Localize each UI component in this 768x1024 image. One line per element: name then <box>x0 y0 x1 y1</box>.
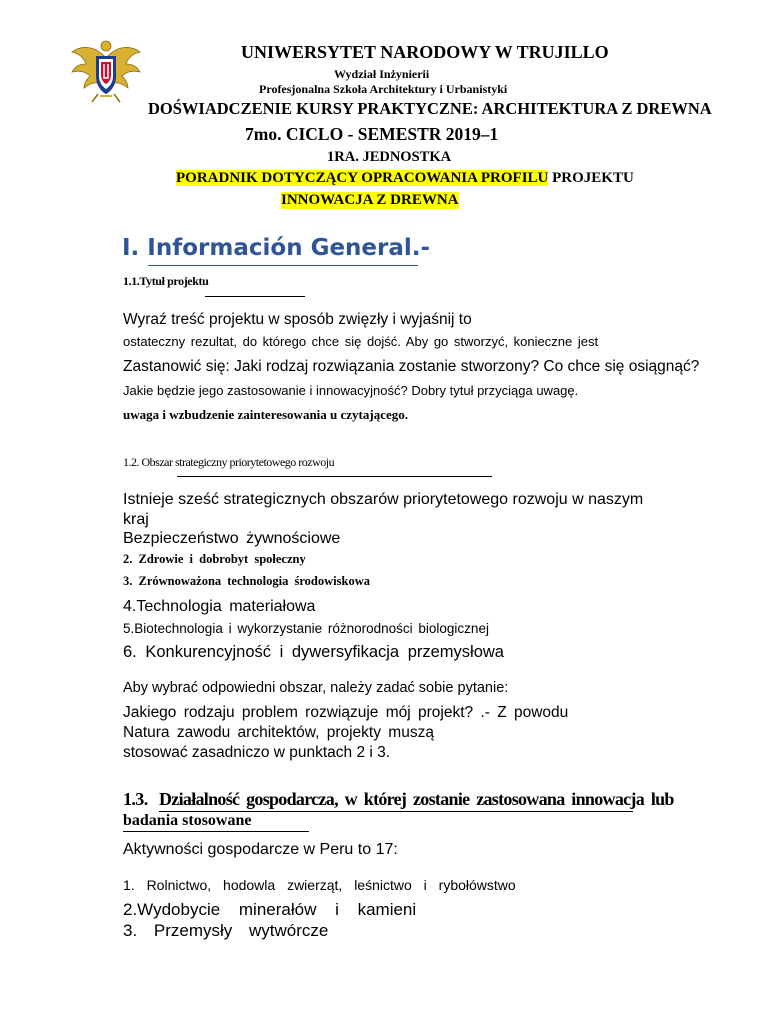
s12-answer-line1: Jakiego rodzaju problem rozwiązuje mój projekt? .- Z powodu <box>123 704 569 721</box>
priority-area-item: 4.Technologia materiałowa <box>123 598 316 615</box>
priority-area-item: Bezpieczeństwo żywnościowe <box>123 530 341 547</box>
university-name: UNIWERSYTET NARODOWY W TRUJILLO <box>241 42 609 62</box>
guide-title-highlighted: PORADNIK DOTYCZĄCY OPRACOWANIA PROFILU <box>176 170 549 186</box>
s11-line5: uwaga i wzbudzenie zainteresowania u czytającego. <box>123 407 409 422</box>
section-heading-underline <box>148 265 418 266</box>
priority-area-item: 3. Zrównoważona technologia środowiskowa <box>123 574 370 588</box>
cycle-semester: 7mo. CICLO - SEMESTR 2019–1 <box>245 124 499 144</box>
guide-subtitle: INNOWACJA Z DREWNA <box>281 192 459 208</box>
subsection-1-1-underline <box>205 296 305 297</box>
s11-line1: Wyraź treść projektu w sposób zwięzły i wyjaśnij to <box>123 311 472 328</box>
s12-question: Aby wybrać odpowiedni obszar, należy zadać sobie pytanie: <box>123 680 509 696</box>
s12-answer-line2: Natura zawodu architektów, projekty muszą <box>123 724 434 741</box>
guide-title-rest: PROJEKTU <box>548 170 634 186</box>
economic-activity-item: 3. Przemysły wytwórcze <box>123 921 329 940</box>
school-name: Profesjonalna Szkoła Architektury i Urbanistyki <box>259 82 508 96</box>
university-crest-icon <box>70 36 142 104</box>
course-title: DOŚWIADCZENIE KURSY PRAKTYCZNE: ARCHITEKTURA Z DREWNA <box>148 99 712 118</box>
subsection-1-3-line2-underline <box>123 831 309 832</box>
subsection-1-2-title: 1.2. Obszar strategiczny priorytetowego rozwoju <box>123 455 335 469</box>
economic-activity-item: 1. Rolnictwo, hodowla zwierząt, leśnictwo i rybołówstwo <box>123 877 516 893</box>
priority-area-item: 6. Konkurencyjność i dywersyfikacja przemysłowa <box>123 643 504 661</box>
guide-title <box>176 170 634 187</box>
s11-line2: ostateczny rezultat, do którego chce się dojść. Aby go stworzyć, konieczne jest <box>123 334 599 349</box>
subsection-1-2-underline <box>177 476 492 477</box>
faculty-name: Wydział Inżynierii <box>334 67 430 81</box>
subsection-1-1-title: 1.1.Tytuł projektu <box>123 274 209 288</box>
s11-line3: Zastanowić się: Jaki rodzaj rozwiązania zostanie stworzony? Co chce się osiągnąć? <box>123 358 700 375</box>
priority-area-item: 5.Biotechnologia i wykorzystanie różnorodności biologicznej <box>123 621 489 636</box>
s11-line4: Jakie będzie jego zastosowanie i innowacyjność? Dobry tytuł przyciąga uwagę. <box>123 383 579 398</box>
unit-label: 1RA. JEDNOSTKA <box>327 149 452 165</box>
s12-answer-line3: stosować zasadniczo w punktach 2 i 3. <box>123 744 391 761</box>
subsection-1-3-title: Działalność gospodarcza, w której zostanie zastosowana innowacja lub <box>159 789 674 809</box>
priority-area-item: 2. Zdrowie i dobrobyt społeczny <box>123 552 306 566</box>
subsection-1-3-title-line2: badania stosowane <box>123 812 252 829</box>
economic-activity-item: 2.Wydobycie minerałów i kamieni <box>123 900 417 919</box>
s12-intro-line1: Istnieje sześć strategicznych obszarów priorytetowego rozwoju w naszym <box>123 491 644 508</box>
s13-intro: Aktywności gospodarcze w Peru to 17: <box>123 841 398 858</box>
section-heading: I. Información General.- <box>122 235 431 261</box>
s12-intro-line2: kraj <box>123 511 149 528</box>
subsection-1-3-number: 1.3. <box>123 789 148 809</box>
